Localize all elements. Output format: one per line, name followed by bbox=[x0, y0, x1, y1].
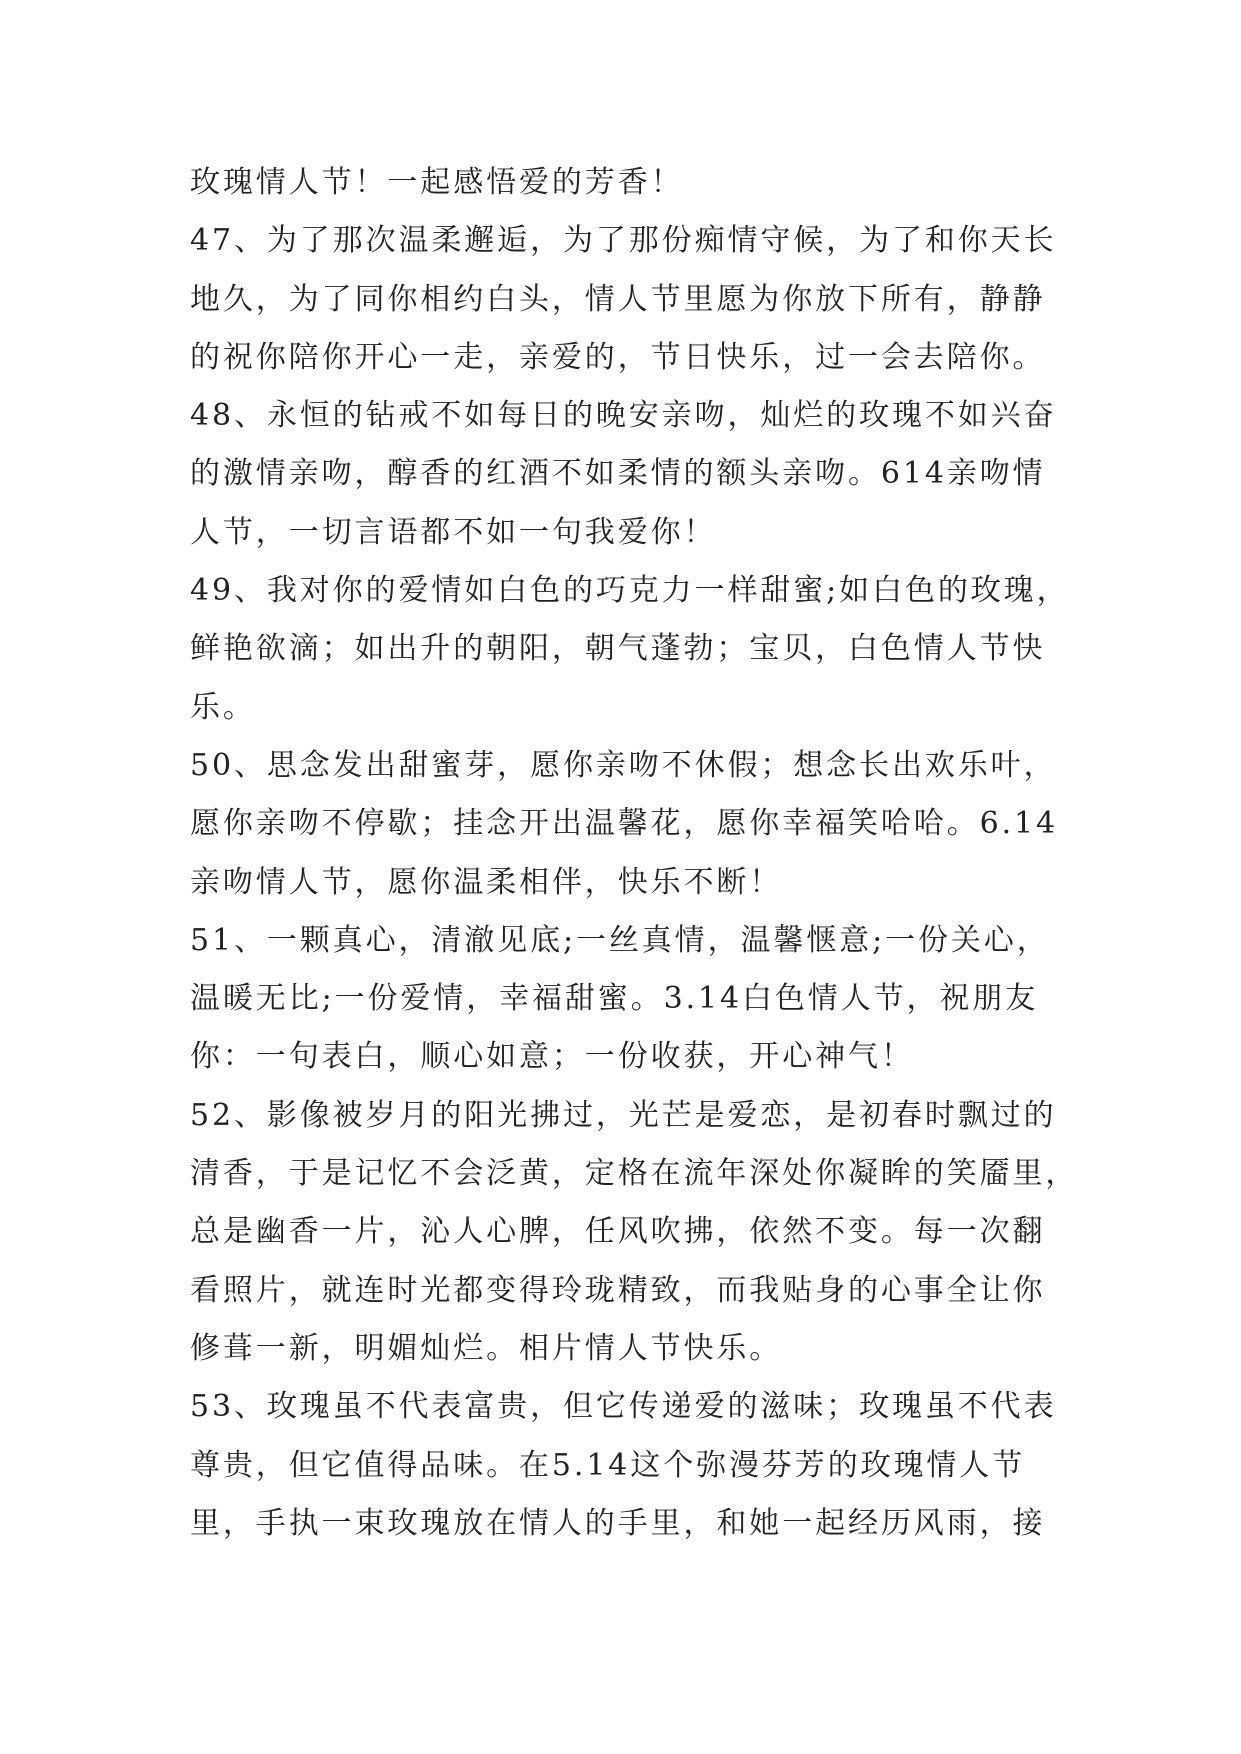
text-line: 清香，于是记忆不会泛黄，定格在流年深处你凝眸的笑靥里， bbox=[190, 1156, 1079, 1192]
text-line: 48、永恒的钻戒不如每日的晚安亲吻，灿烂的玫瑰不如兴奋 bbox=[190, 398, 1057, 434]
text-line: 的祝你陪你开心一走，亲爱的，节日快乐，过一会去陪你。 bbox=[190, 339, 1046, 375]
text-line: 地久，为了同你相约白头，情人节里愿为你放下所有，静静 bbox=[190, 281, 1046, 317]
text-line: 亲吻情人节，愿你温柔相伴，快乐不断！ bbox=[190, 864, 783, 900]
text-line: 尊贵，但它值得品味。在5.14这个弥漫芬芳的玫瑰情人节 bbox=[190, 1447, 1026, 1483]
text-line: 53、玫瑰虽不代表富贵，但它传递爱的滋味；玫瑰虽不代表 bbox=[190, 1389, 1057, 1425]
text-line: 温暖无比;一份爱情，幸福甜蜜。3.14白色情人节，祝朋友 bbox=[190, 981, 1039, 1017]
text-line: 看照片，就连时光都变得玲珑精致，而我贴身的心事全让你 bbox=[190, 1272, 1046, 1308]
text-line: 愿你亲吻不停歇；挂念开出温馨花，愿你幸福笑哈哈。6.14 bbox=[190, 806, 1058, 842]
text-line: 52、影像被岁月的阳光拂过，光芒是爱恋，是初春时飘过的 bbox=[190, 1097, 1057, 1133]
text-line: 玫瑰情人节！一起感悟爱的芳香！ bbox=[190, 165, 684, 200]
text-line: 的激情亲吻，醇香的红酒不如柔情的额头亲吻。614亲吻情 bbox=[190, 456, 1046, 492]
text-line: 总是幽香一片，沁人心脾，任风吹拂，依然不变。每一次翻 bbox=[190, 1214, 1046, 1250]
text-line: 修葺一新，明媚灿烂。相片情人节快乐。 bbox=[190, 1330, 783, 1366]
body-text bbox=[190, 154, 1079, 1553]
text-line: 里，手执一束玫瑰放在情人的手里，和她一起经历风雨，接 bbox=[190, 1505, 1046, 1541]
text-line: 51、一颗真心，清澈见底;一丝真情，温馨惬意;一份关心， bbox=[190, 922, 1050, 958]
text-line: 人节，一切言语都不如一句我爱你！ bbox=[190, 514, 717, 550]
text-line: 你：一句表白，顺心如意；一份收获，开心神气！ bbox=[190, 1039, 914, 1075]
text-line: 47、为了那次温柔邂逅，为了那份痴情守候，为了和你天长 bbox=[190, 223, 1057, 259]
text-line: 49、我对你的爱情如白色的巧克力一样甜蜜;如白色的玫瑰， bbox=[190, 573, 1070, 609]
text-line: 乐。 bbox=[190, 689, 256, 725]
text-line: 鲜艳欲滴；如出升的朝阳，朝气蓬勃；宝贝，白色情人节快 bbox=[190, 631, 1046, 667]
text-line: 50、思念发出甜蜜芽，愿你亲吻不休假；想念长出欢乐叶， bbox=[190, 747, 1057, 783]
